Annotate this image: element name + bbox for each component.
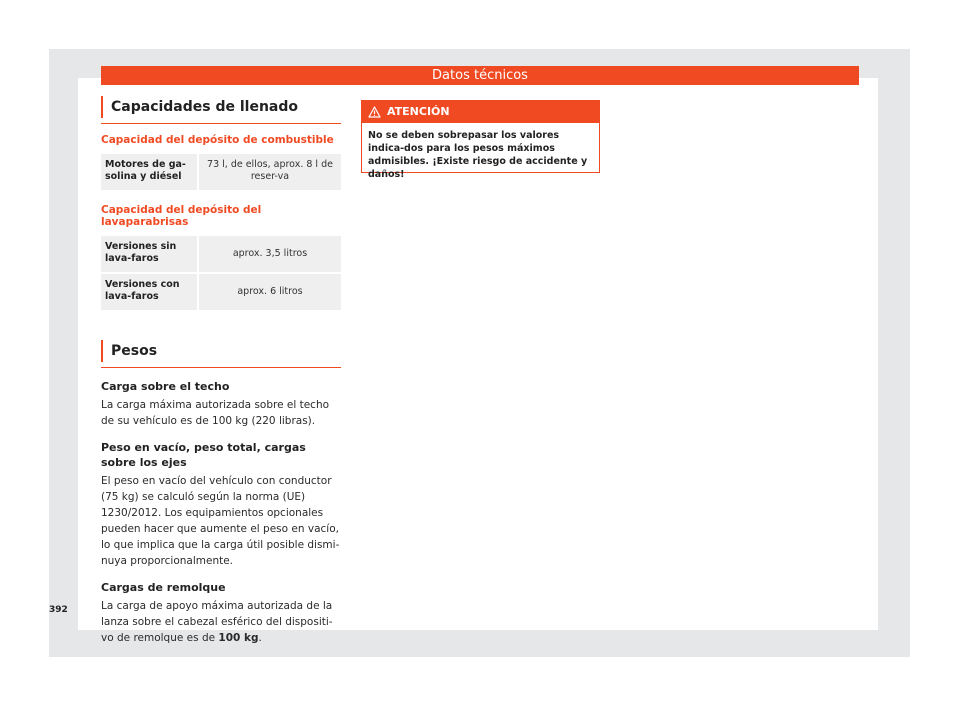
remolque-text-before: La carga de apoyo máxima autorizada de la lanza sobre el cabezal esférico del dispositi-vo de remolque es de: [101, 600, 333, 644]
washer-capacity-table: [101, 236, 341, 310]
warning-title: ATENCIÓN: [387, 105, 450, 118]
section-divider: [101, 123, 341, 124]
table-cell-value: 73 l, de ellos, aprox. 8 l de reser-va: [199, 154, 341, 190]
table-row: [101, 154, 341, 190]
fuel-capacity-table: [101, 154, 341, 190]
page-header: Datos técnicos: [101, 66, 859, 85]
paragraph-peso-vacio: El peso en vacío del vehículo con conductor (75 kg) se calculó según la norma (UE) 1230/2012. Los equipamientos opcionales pueden hacer que aumente el peso en vacío, lo que implica que la carga útil posible dismi-nuya proporcionalmente.: [101, 475, 340, 567]
table-cell-label: Versiones con lava-faros: [101, 272, 199, 310]
paragraph-carga-techo: La carga máxima autorizada sobre el techo de su vehículo es de 100 kg (220 libras).: [101, 399, 330, 427]
heading-cargas-remolque: Cargas de remolque: [101, 581, 226, 594]
heading-peso-vacio: Peso en vacío, peso total, cargas sobre los ejes: [101, 441, 306, 469]
subsection-title-lavaparabrisas: Capacidad del depósito del lavaparabrisas: [101, 204, 262, 228]
table-row: [101, 236, 341, 272]
table-cell-label: Versiones sin lava-faros: [101, 236, 199, 272]
warning-triangle-icon: [368, 106, 381, 118]
table-cell-value: aprox. 3,5 litros: [199, 236, 341, 272]
heading-carga-techo: Carga sobre el techo: [101, 380, 230, 393]
paragraph-cargas-remolque: [101, 598, 341, 646]
remolque-text-after: .: [258, 632, 262, 644]
warning-box: [361, 100, 600, 180]
section-title-capacidades: Capacidades de llenado: [101, 96, 341, 118]
subsection-title-combustible: Capacidad del depósito de combustible: [101, 134, 334, 146]
table-row: [101, 272, 341, 310]
page-number: 392: [49, 605, 68, 615]
table-cell-label: Motores de ga-solina y diésel: [101, 154, 199, 190]
pesos-section: [101, 340, 341, 646]
warning-header: [362, 101, 599, 123]
table-cell-value: aprox. 6 litros: [199, 272, 341, 310]
warning-text: No se deben sobrepasar los valores indica-dos para los pesos máximos admisibles. ¡Existe riesgo de accidente y daños!: [368, 130, 588, 180]
remolque-value: 100 kg: [218, 632, 259, 644]
section-title-pesos: Pesos: [101, 340, 341, 362]
section-divider: [101, 367, 341, 368]
left-column: [101, 96, 341, 646]
